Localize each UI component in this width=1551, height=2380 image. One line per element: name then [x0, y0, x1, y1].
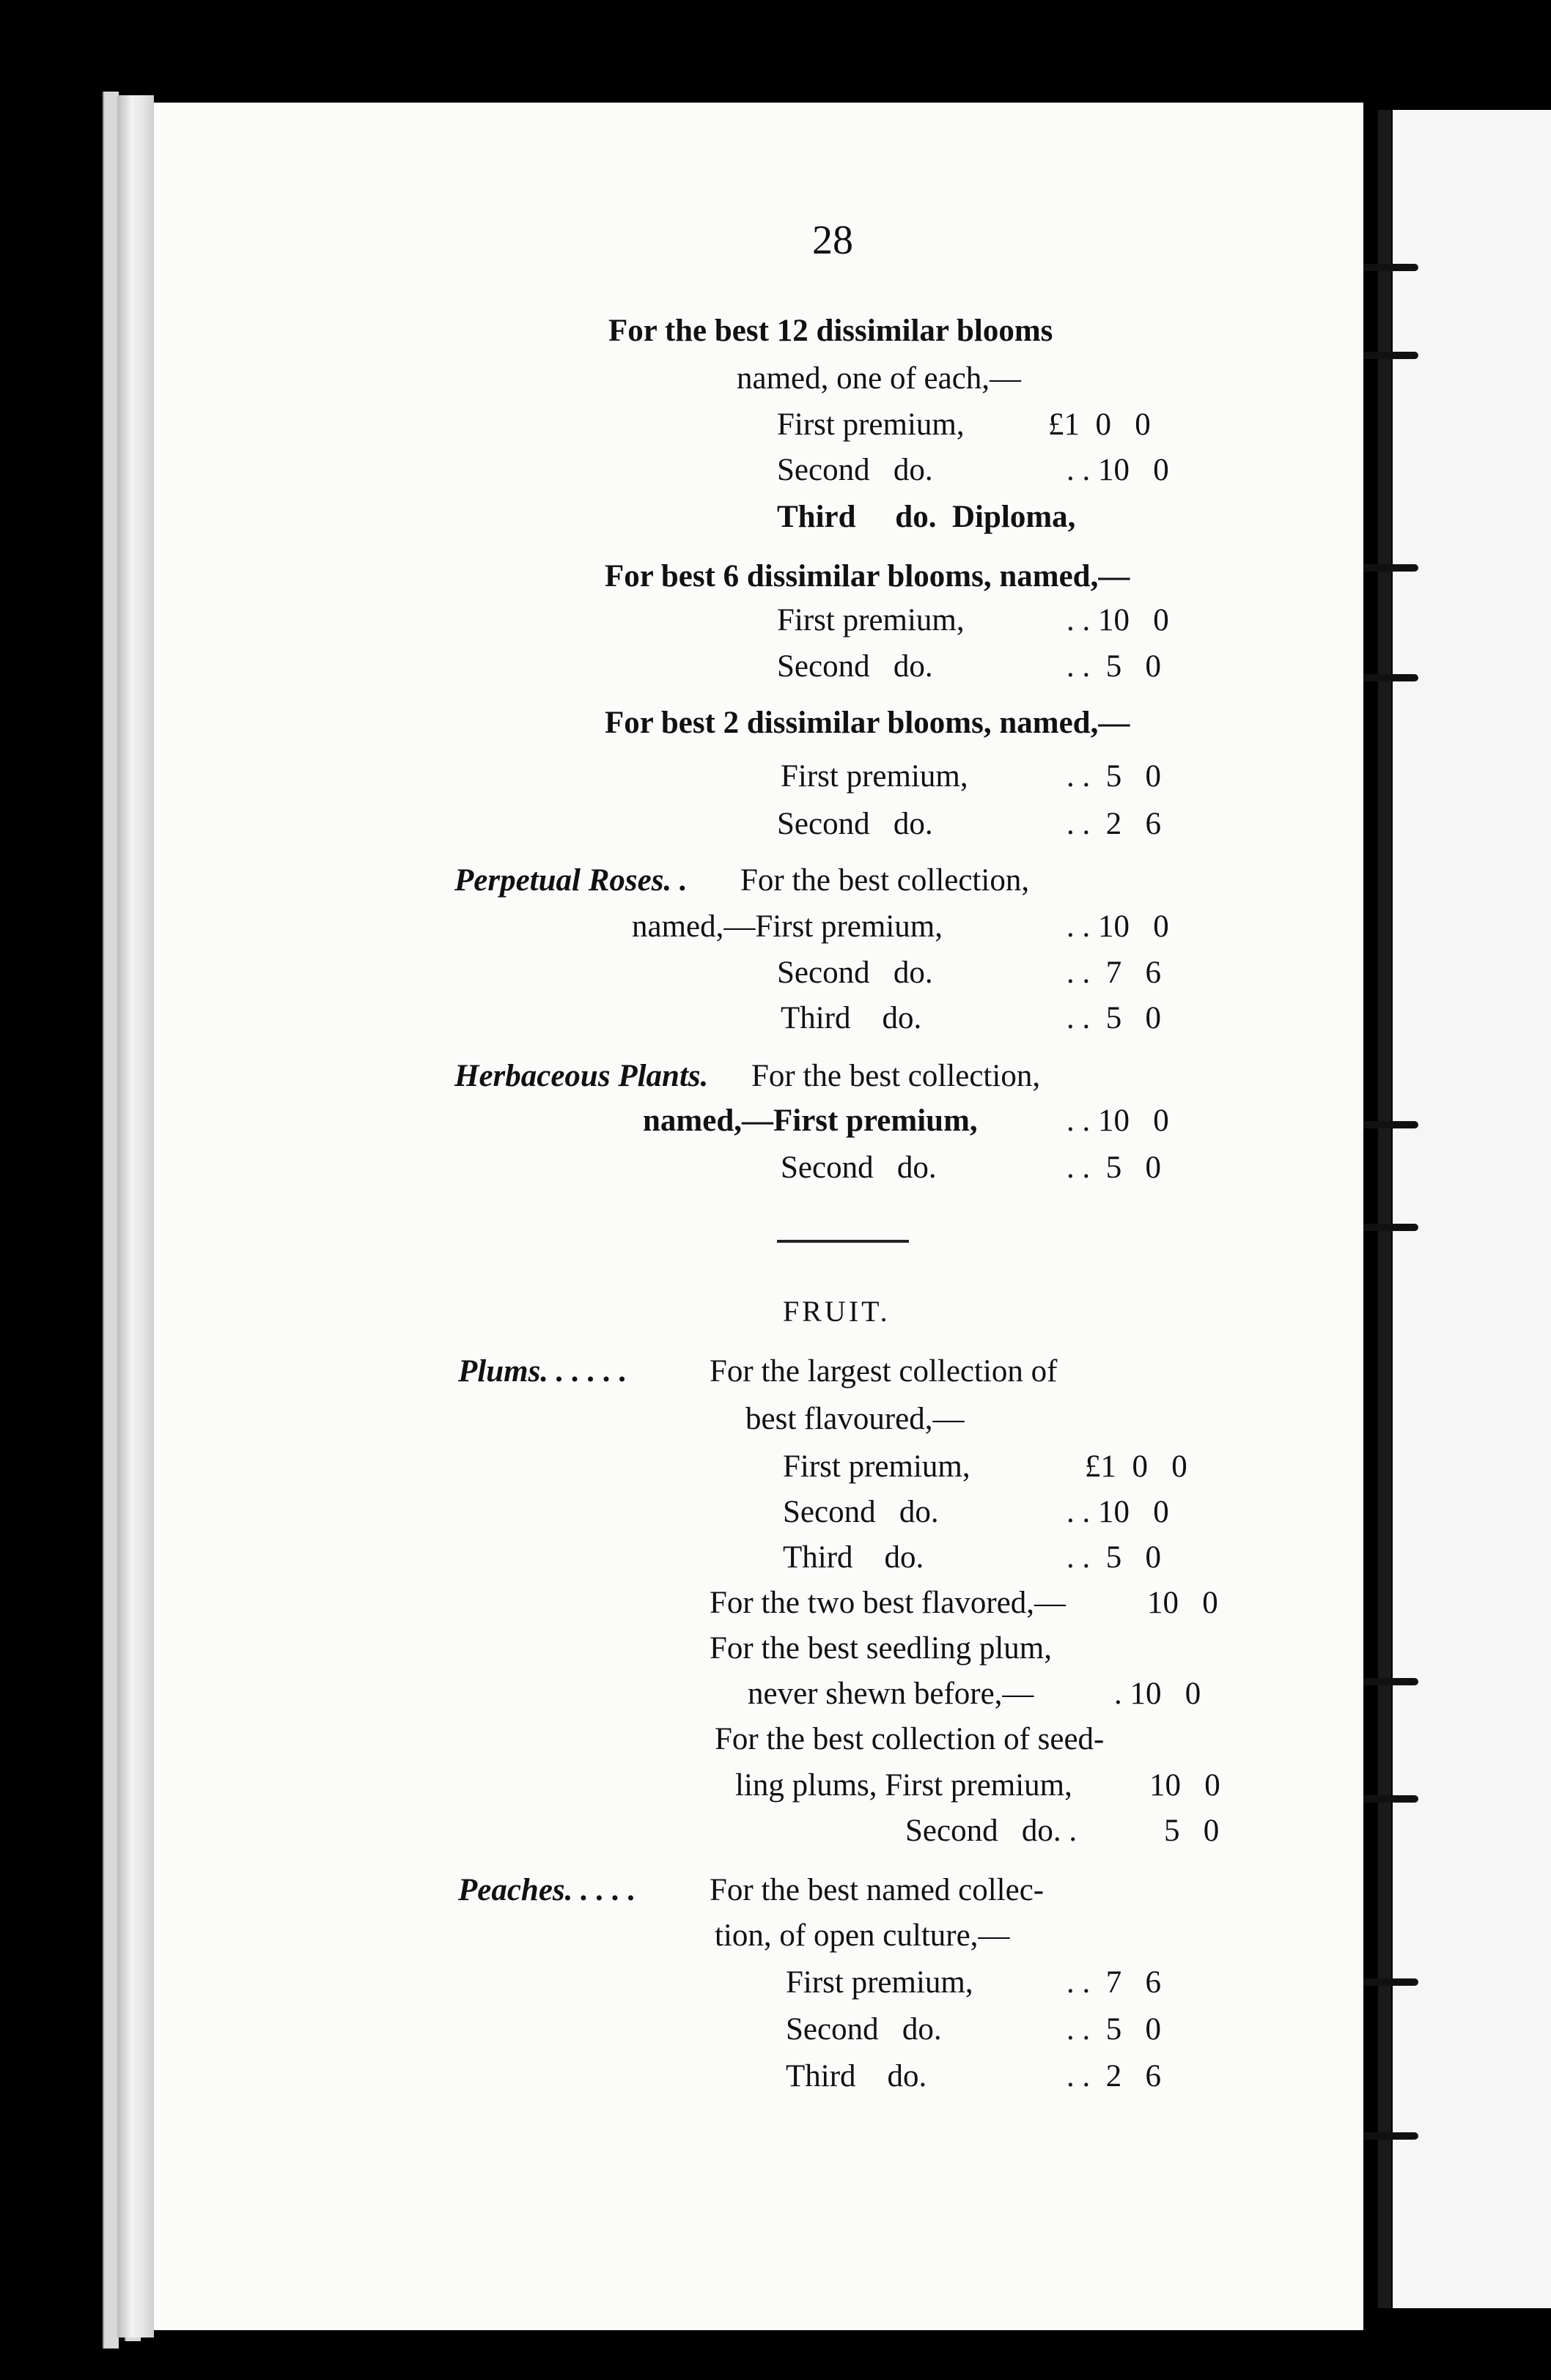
- amount: 10 0: [1147, 1586, 1218, 1620]
- text-line: Second do.: [777, 956, 933, 990]
- text-line: Third do.: [783, 1540, 924, 1575]
- binding-stitch: [1360, 1224, 1418, 1231]
- category-label: Plums. . . . . .: [458, 1354, 627, 1389]
- text-line: Second do.: [783, 1495, 939, 1529]
- text-line: First premium,: [786, 1965, 973, 2000]
- text-line: For best 2 dissimilar blooms, named,—: [605, 706, 1130, 740]
- amount: . . 7 6: [1066, 1965, 1161, 2000]
- text-line: For the best collection,: [751, 1059, 1041, 1093]
- text-line: For the largest collection of: [710, 1354, 1058, 1389]
- amount: £1 0 0: [1085, 1449, 1187, 1484]
- binding-stitch: [1360, 264, 1418, 271]
- text-line: For the best named collec-: [710, 1873, 1045, 1907]
- section-divider: [777, 1240, 909, 1243]
- amount: . . 5 0: [1066, 2012, 1161, 2047]
- text-line: ling plums, First premium,: [735, 1768, 1072, 1803]
- binding-stitch: [1360, 1121, 1418, 1128]
- binding-stitch: [1360, 1678, 1418, 1685]
- text-line: For best 6 dissimilar blooms, named,—: [605, 559, 1130, 594]
- page-number: 28: [812, 218, 853, 263]
- text-line: First premium,: [777, 407, 965, 442]
- binding-stitch: [1360, 1795, 1418, 1803]
- amount: 10 0: [1149, 1768, 1220, 1803]
- text-line: Third do. Diploma,: [777, 500, 1076, 534]
- binding-stitch: [1360, 1978, 1418, 1986]
- amount: 5 0: [1164, 1814, 1220, 1848]
- text-line: First premium,: [777, 603, 965, 638]
- amount: . . 5 0: [1066, 1540, 1161, 1575]
- text-line: Second do.: [777, 649, 933, 684]
- amount: . . 5 0: [1066, 1001, 1161, 1035]
- text-line: Second do.: [781, 1150, 937, 1185]
- text-line: named,—First premium,: [632, 909, 943, 944]
- text-line: Second do. .: [905, 1814, 1077, 1848]
- text-line: named,—First premium,: [643, 1104, 978, 1138]
- binding-stitch: [1360, 2132, 1418, 2140]
- category-label: Peaches. . . . .: [458, 1873, 636, 1907]
- text-line: For the best collection,: [740, 863, 1030, 898]
- amount: . . 2 6: [1066, 2059, 1161, 2093]
- amount: . . 5 0: [1066, 1150, 1161, 1185]
- text-line: never shewn before,—: [748, 1677, 1034, 1711]
- page-stack-edge: [103, 92, 119, 2348]
- text-line: For the best collection of seed-: [715, 1722, 1105, 1756]
- amount: . . 7 6: [1066, 956, 1161, 990]
- text-line: tion, of open culture,—: [715, 1918, 1010, 1953]
- amount: . . 10 0: [1066, 1104, 1169, 1138]
- text-line: First premium,: [781, 759, 968, 794]
- amount: . . 10 0: [1066, 1495, 1169, 1529]
- category-label: Herbaceous Plants.: [454, 1059, 709, 1093]
- text-line: Second do.: [777, 807, 933, 841]
- text-line: Third do.: [781, 1001, 922, 1035]
- category-label: Perpetual Roses. .: [454, 863, 688, 898]
- amount: . . 10 0: [1066, 453, 1169, 487]
- text-line: best flavoured,—: [745, 1402, 965, 1436]
- binding-stitch: [1360, 674, 1418, 681]
- text-line: For the two best flavored,—: [710, 1586, 1066, 1620]
- text-line: Third do.: [786, 2059, 927, 2093]
- text-line: Second do.: [777, 453, 933, 487]
- amount: . . 10 0: [1066, 603, 1169, 638]
- book-page: [154, 103, 1363, 2330]
- amount: . . 5 0: [1066, 759, 1161, 794]
- text-line: First premium,: [783, 1449, 970, 1484]
- text-line: For the best seedling plum,: [710, 1631, 1052, 1666]
- amount: . . 2 6: [1066, 807, 1161, 841]
- amount: . . 5 0: [1066, 649, 1161, 684]
- text-line: For the best 12 dissimilar blooms: [608, 314, 1053, 348]
- binding-stitch: [1360, 352, 1418, 359]
- amount: £1 0 0: [1048, 407, 1151, 442]
- amount: . 10 0: [1114, 1677, 1201, 1711]
- section-heading: FRUIT.: [783, 1295, 891, 1328]
- amount: . . 10 0: [1066, 909, 1169, 944]
- text-line: named, one of each,—: [737, 361, 1022, 396]
- binding-stitch: [1360, 564, 1418, 572]
- text-line: Second do.: [786, 2012, 942, 2047]
